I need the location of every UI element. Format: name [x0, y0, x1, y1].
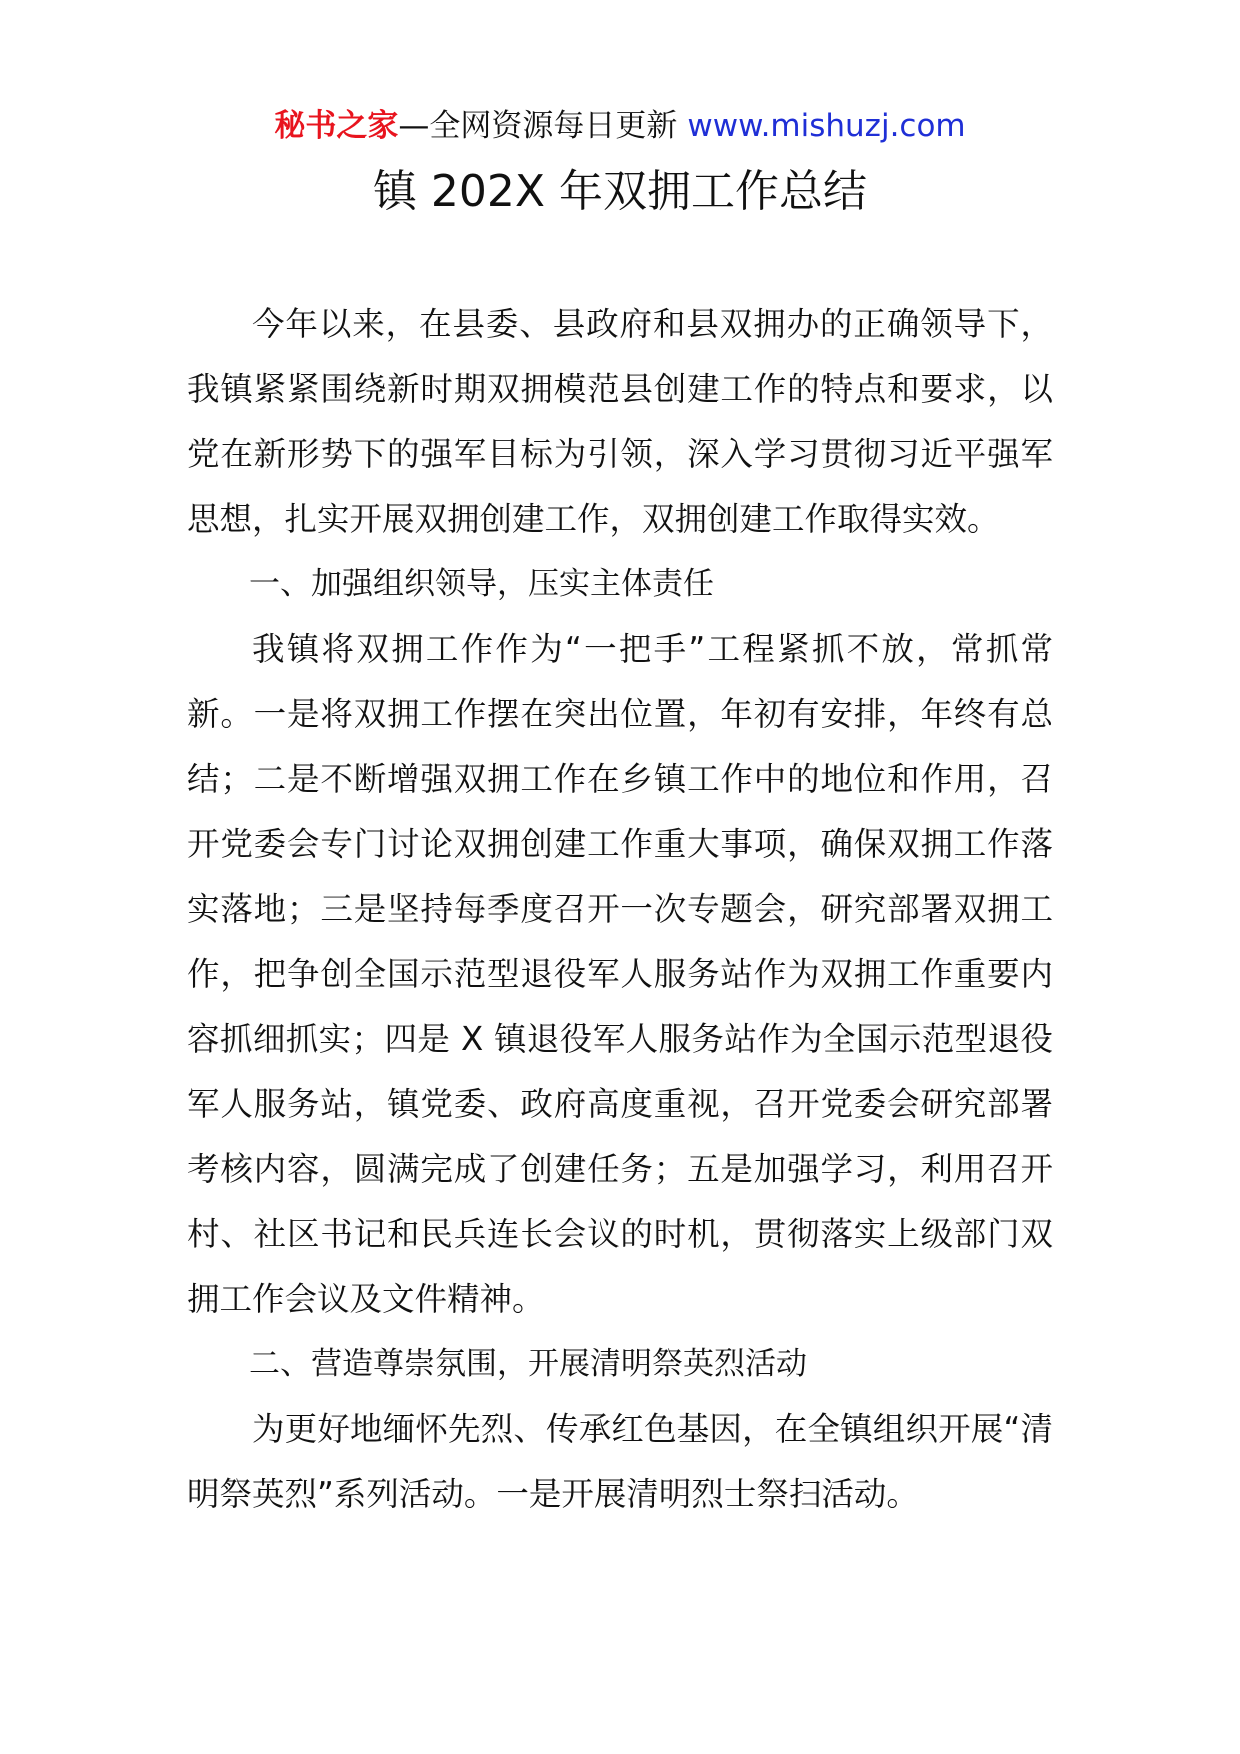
paragraph-intro: 今年以来，在县委、县政府和县双拥办的正确领导下，我镇紧紧围绕新时期双拥模范县创建工作的特点和要求，以党在新形势下的强军目标为引领，深入学习贯彻习近平强军思想，扎实开展双拥创建工作，双拥创建工作取得实效。 [187, 305, 1053, 538]
document-body [187, 292, 1053, 1527]
site-url-link[interactable]: www.mishuzj.com [687, 108, 966, 144]
section-heading-2: 二、营造尊崇氛围，开展清明祭英烈活动 [249, 1346, 807, 1382]
site-header [0, 104, 1240, 148]
paragraph-section-2: 为更好地缅怀先烈、传承红色基因，在全镇组织开展“清明祭英烈”系列活动。一是开展清明烈士祭扫活动。 [187, 1410, 1053, 1513]
document-title: 镇 202X 年双拥工作总结 [372, 166, 868, 217]
site-tagline: —全网资源每日更新 [398, 108, 678, 144]
paragraph-section-1: 我镇将双拥工作作为“一把手”工程紧抓不放，常抓常新。一是将双拥工作摆在突出位置，年初有安排，年终有总结；二是不断增强双拥工作在乡镇工作中的地位和作用，召开党委会专门讨论双拥创建工作重大事项，确保双拥工作落实落地；三是坚持每季度召开一次专题会，研究部署双拥工作，把争创全国示范型退役军人服务站作为双拥工作重要内容抓细抓实；四是 X 镇退役军人服务站作为全国示范型退役军人服务站，镇党委、政府高度重视，召开党委会研究部署考核内容，圆满完成了创建任务；五是加强学习，利用召开村、社区书记和民兵连长会议的时机，贯彻落实上级部门双拥工作会议及文件精神。 [187, 630, 1053, 1318]
section-heading-1: 一、加强组织领导，压实主体责任 [249, 566, 714, 602]
site-brand: 秘书之家 [274, 108, 399, 144]
